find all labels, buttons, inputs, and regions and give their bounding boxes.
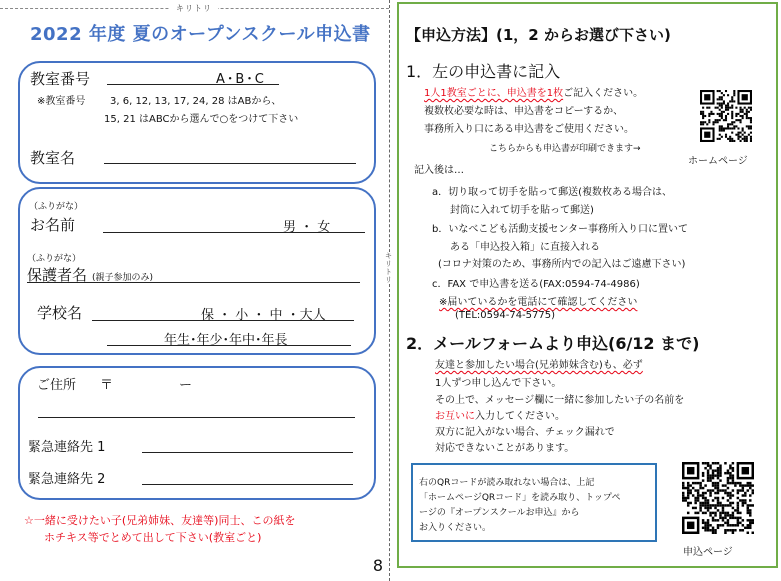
footer-note-2: ホチキス等でとめて出して下さい(教室ごと)	[44, 531, 262, 544]
guardian-furigana-label: （ふりがな）	[27, 254, 82, 264]
classroom-name-field[interactable]	[104, 163, 356, 164]
method1-line3: 事務所入り口にある申込書をご使用ください。	[424, 124, 634, 135]
classroom-number-label: 教室番号	[30, 70, 91, 88]
method2-line4-rest: 入力してください。	[475, 411, 565, 422]
print-note: こちらからも申込書が印刷できます→	[489, 144, 641, 154]
method1-line1-highlight: 1人1教室ごとに、申込書を1枚	[424, 88, 564, 99]
address-field[interactable]	[38, 417, 355, 418]
homepage-label: ホームページ	[688, 156, 748, 167]
confirm-note: ※届いているかを電話にて確認してください	[439, 297, 638, 308]
emergency-contact-1-field[interactable]	[142, 452, 353, 453]
classroom-number-note-2: 15, 21 はABCから選んで○をつけて下さい	[104, 114, 299, 125]
classroom-number-note-1: 3, 6, 12, 13, 17, 24, 28 はABから、	[110, 96, 282, 107]
method2-line2: 1人ずつ申し込んで下さい。	[435, 378, 562, 389]
option-a-line1: a．切り取って切手を貼って郵送(複数枚ある場合は、	[432, 187, 673, 198]
method2-line4-highlight: お互いに	[435, 411, 475, 422]
school-name-label: 学校名	[37, 304, 83, 322]
homepage-qr-code	[700, 90, 752, 142]
postal-dash: ー	[179, 378, 193, 393]
gender-options[interactable]: 男 ・ 女	[283, 220, 331, 235]
grade-field[interactable]	[107, 345, 351, 346]
option-c: c．FAX で申込書を送る(FAX:0594-74-4986)	[432, 279, 640, 290]
cut-label-middle: キリトリ	[385, 252, 392, 284]
guardian-name-label: 保護者名	[27, 266, 88, 284]
page-number: 8	[372, 556, 383, 575]
form-title: 2022 年度 夏のオープンスクール申込書	[30, 24, 371, 45]
application-page-qr-code[interactable]	[682, 462, 754, 534]
classroom-name-label: 教室名	[30, 149, 76, 167]
option-b-line2: ある「申込投入箱」に直接入れる	[450, 242, 600, 253]
postal-mark: 〒	[100, 378, 114, 393]
emergency-contact-1-label: 緊急連絡先 1	[28, 440, 106, 455]
method1-line1-rest: ご記入ください。	[563, 88, 644, 99]
classroom-number-note-label: ※教室番号	[37, 96, 86, 107]
option-a-line2: 封筒に入れて切手を貼って郵送)	[450, 205, 594, 216]
child-name-label: お名前	[30, 216, 76, 234]
address-label: ご住所	[37, 378, 77, 393]
child-furigana-label: （ふりがな）	[29, 202, 84, 212]
tel-number: (TEL:0594-74-5775)	[455, 310, 556, 321]
method2-line1: 友達と参加したい場合(兄弟姉妹含む)も、必ず	[435, 360, 643, 371]
grade-options[interactable]: 年生･年少･年中･年長	[164, 333, 288, 348]
method2-title: 2．メールフォームより申込(6/12 まで)	[406, 334, 700, 353]
guardian-name-note: (親子参加のみ)	[92, 273, 154, 283]
info-box-line1: 右のQRコードが読み取れない場合は、上記	[419, 478, 595, 488]
info-box-line4: お入りください。	[419, 523, 492, 533]
option-b-line1: b．いなべこども活動支援センター事務所入り口に置いて	[432, 224, 688, 235]
method2-line3: その上で、メッセージ欄に一緒に参加したい子の名前を	[435, 395, 685, 406]
option-b-line3: (コロナ対策のため、事務所内での記入はご遠慮下さい)	[438, 259, 686, 270]
method2-line6: 対応できないことがあります。	[435, 443, 575, 454]
method1-title: 1．左の申込書に記入	[406, 62, 561, 81]
application-page-label: 申込ページ	[683, 547, 733, 558]
guardian-name-field[interactable]	[27, 282, 360, 283]
cut-label-top: キリトリ	[176, 4, 212, 13]
method-heading: 【申込方法】(1，2 からお選び下さい)	[406, 26, 671, 44]
info-box-line3: ージの『オープンスクールお申込』から	[419, 508, 580, 518]
school-type-options[interactable]: 保 ・ 小 ・ 中 ・大人	[201, 308, 326, 323]
method2-line5: 双方に記入がない場合、チェック漏れで	[435, 427, 615, 438]
method1-line1	[424, 84, 643, 99]
cut-line-vertical	[389, 0, 390, 581]
after-fill-label: 記入後は…	[414, 165, 464, 176]
footer-note-1: ☆一緒に受けたい子(兄弟姉妹、友達等)同士、この紙を	[24, 514, 296, 527]
method2-line4	[435, 407, 565, 422]
classroom-number-options[interactable]: A･B･C	[216, 72, 266, 87]
emergency-contact-2-field[interactable]	[142, 484, 353, 485]
emergency-contact-2-label: 緊急連絡先 2	[28, 472, 106, 487]
method1-line2: 複数枚必要な時は、申込書をコピーするか、	[424, 106, 624, 117]
info-box-line2: 「ホームページQRコード」を読み取り、トップペ	[419, 493, 621, 503]
